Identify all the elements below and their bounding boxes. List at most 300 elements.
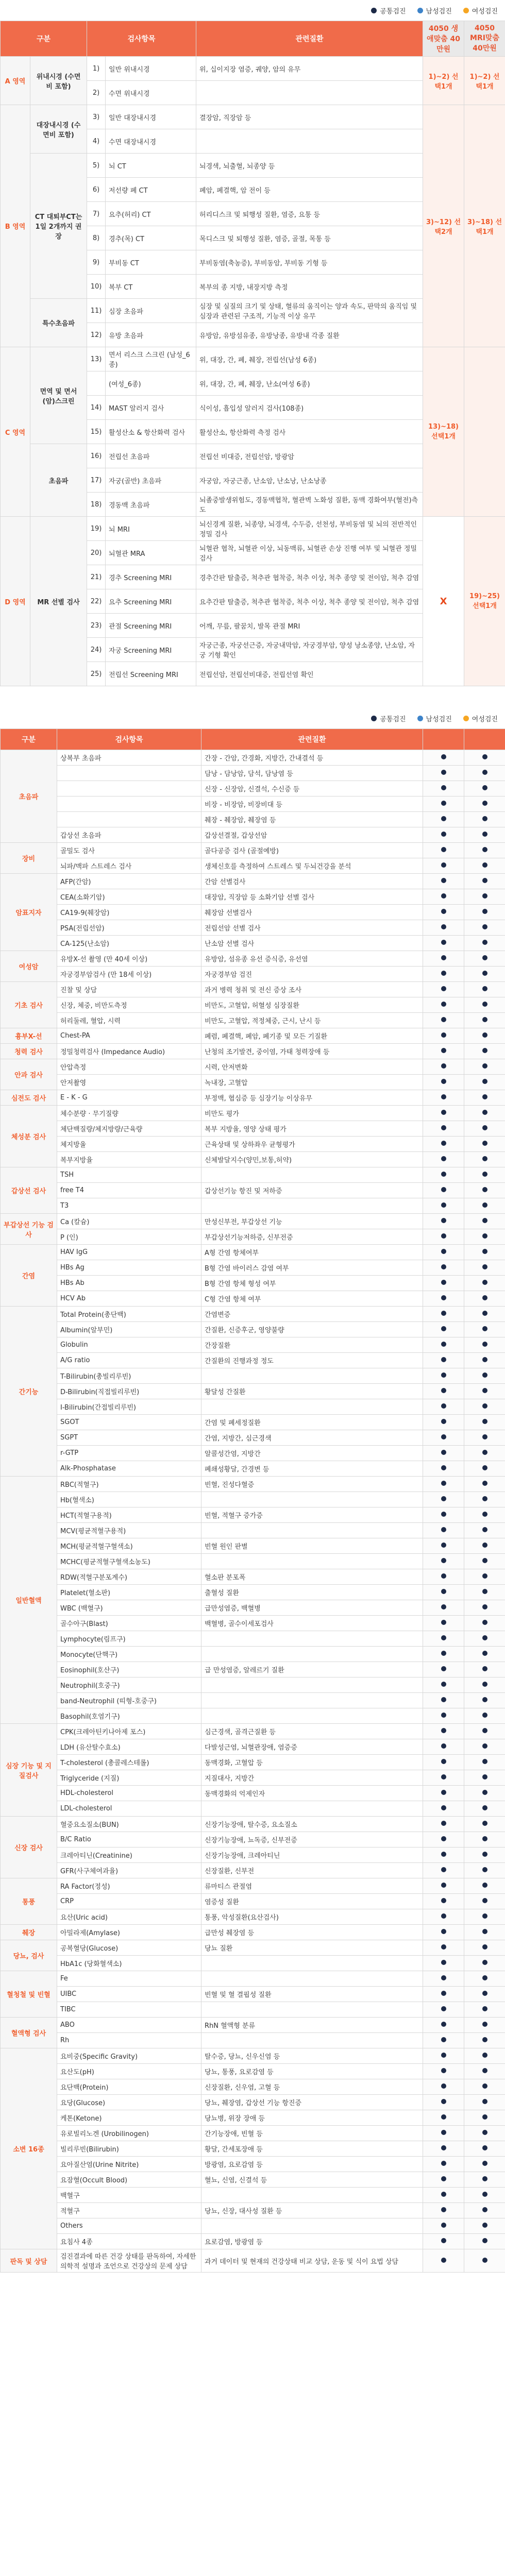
included-mark — [423, 2234, 464, 2249]
subgroup-name: 위내시경 (수면비 포함) — [30, 57, 87, 105]
common-dot-icon — [441, 1604, 446, 1609]
included-mark — [423, 1276, 464, 1291]
included-mark — [423, 1878, 464, 1894]
table-row — [1, 105, 505, 129]
common-dot-icon — [441, 1543, 446, 1548]
item-name: 요아질산염(Urine Nitrite) — [57, 2157, 201, 2172]
common-dot-icon — [482, 1774, 487, 1780]
basic-exam-table — [0, 728, 505, 2273]
item-name: Lymphocyte(림프구) — [57, 1631, 201, 1647]
common-dot-icon — [441, 1326, 446, 1331]
item-name: 검진결과에 따른 건강 상태를 판독하여, 자세한 의학적 설명과 조언으로 건강상의 문제 상담 — [57, 2249, 201, 2273]
table-row — [1, 1569, 505, 1585]
item-disease: 신체발달지수(양민,보통,허약) — [201, 1152, 423, 1167]
item-number: 13) — [87, 347, 106, 371]
table-row — [1, 2172, 505, 2188]
item-number: 18) — [87, 493, 106, 517]
item-disease: 허리디스크 및 퇴행성 질환, 염증, 요통 등 — [196, 202, 423, 226]
included-mark — [423, 1198, 464, 1214]
item-disease: 간염, 지방간, 심근경색 — [201, 1430, 423, 1446]
common-dot-icon — [482, 1543, 487, 1548]
included-mark — [464, 2203, 505, 2218]
table-row — [1, 1075, 505, 1090]
group-name: 혈청철 및 빈혈 — [1, 1971, 57, 2018]
item-disease: 대장암, 직장암 등 소화기암 선별 검사 — [201, 889, 423, 905]
common-dot-icon — [441, 1187, 446, 1192]
item-number: 12) — [87, 323, 106, 347]
included-mark — [423, 1724, 464, 1739]
table-row — [1, 1786, 505, 1801]
common-dot-icon — [482, 2223, 487, 2228]
item-disease: 신장기능장애, 크레아티닌 — [201, 1848, 423, 1863]
included-mark — [464, 1430, 505, 1446]
table-row — [1, 57, 505, 81]
common-dot-icon — [441, 1836, 446, 1841]
item-disease: 복부의 종 지방, 내장지방 측정 — [196, 275, 423, 299]
item-name: r-GTP — [57, 1446, 201, 1461]
included-mark — [423, 1817, 464, 1832]
included-mark — [464, 1925, 505, 1940]
common-dot-icon — [441, 2068, 446, 2073]
included-mark — [464, 951, 505, 967]
table-row — [1, 2218, 505, 2234]
common-dot-icon — [482, 940, 487, 945]
item-disease — [201, 1631, 423, 1647]
included-mark — [423, 1693, 464, 1708]
common-dot-icon — [441, 1048, 446, 1053]
item-name: HCV Ab — [57, 1291, 201, 1307]
included-mark — [423, 1214, 464, 1229]
common-dot-icon — [482, 1929, 487, 1934]
item-disease: 췌장 - 췌장암, 췌장염 등 — [201, 812, 423, 827]
table-row — [1, 1677, 505, 1693]
common-dot-icon — [441, 1032, 446, 1038]
table-row — [1, 1987, 505, 2002]
item-name: 일반 위내시경 — [106, 57, 196, 81]
item-number: 16) — [87, 444, 106, 468]
table-row — [1, 1198, 505, 1214]
table-row — [1, 1307, 505, 1322]
common-dot-icon — [482, 1156, 487, 1161]
included-mark — [464, 967, 505, 982]
common-dot-icon — [482, 1048, 487, 1053]
included-mark — [423, 1291, 464, 1307]
item-name: 자궁 Screening MRI — [106, 638, 196, 662]
included-mark — [423, 1538, 464, 1554]
table-row — [1, 1322, 505, 1337]
common-dot-icon — [441, 924, 446, 929]
included-mark — [464, 1214, 505, 1229]
table-row — [1, 1724, 505, 1739]
item-name: LDH (유산탈수효소) — [57, 1739, 201, 1755]
table-row — [1, 874, 505, 889]
common-dot-icon — [441, 1311, 446, 1316]
common-dot-icon — [482, 1326, 487, 1331]
included-mark — [464, 827, 505, 843]
included-mark — [464, 874, 505, 889]
included-mark — [423, 2064, 464, 2079]
common-dot-icon — [441, 878, 446, 883]
included-mark — [464, 1878, 505, 1894]
included-mark — [423, 2018, 464, 2033]
common-dot-icon — [482, 1697, 487, 1702]
included-mark — [464, 1384, 505, 1399]
included-mark — [464, 1461, 505, 1477]
subgroup-name: MR 선별 검사 — [30, 517, 87, 686]
item-name: TSH — [57, 1167, 201, 1183]
common-dot-icon — [482, 1527, 487, 1532]
common-dot-icon — [482, 2238, 487, 2243]
common-dot-icon — [441, 2192, 446, 2197]
common-dot-icon — [441, 785, 446, 790]
included-mark — [423, 1368, 464, 1384]
included-mark — [423, 1059, 464, 1075]
common-dot-icon — [441, 754, 446, 759]
item-name: HAV IgG — [57, 1245, 201, 1260]
common-dot-icon — [441, 2145, 446, 2150]
included-mark — [464, 2064, 505, 2079]
item-name: 골밀도 검사 — [57, 843, 201, 858]
table-row — [1, 1229, 505, 1245]
item-name: B/C Ratio — [57, 1832, 201, 1848]
included-mark — [423, 936, 464, 951]
item-disease: 간기능장애, 빈혈 등 — [201, 2126, 423, 2141]
table-row — [1, 1940, 505, 1956]
item-name: (여성_6종) — [106, 371, 196, 396]
item-name: 유로빌리노겐 (Urobilinogen) — [57, 2126, 201, 2141]
included-mark — [464, 2234, 505, 2249]
item-disease: 요로감염, 방광염 등 — [201, 2234, 423, 2249]
common-dot-icon — [482, 1450, 487, 1455]
common-dot-icon — [441, 1666, 446, 1671]
item-number: 5) — [87, 154, 106, 178]
table-row — [1, 1245, 505, 1260]
common-dot-icon — [482, 986, 487, 991]
common-dot-icon — [482, 2145, 487, 2150]
item-name: 전립선 초음파 — [106, 444, 196, 468]
table-row — [1, 2095, 505, 2110]
item-name: 수면 위내시경 — [106, 81, 196, 105]
table-row — [1, 1152, 505, 1167]
item-disease: 부정맥, 협심증 등 심장기능 이상유무 — [201, 1090, 423, 1106]
item-name: 요단백(Protein) — [57, 2079, 201, 2095]
included-mark — [464, 1368, 505, 1384]
item-disease: 급 만성염증, 알레르기 질환 — [201, 1662, 423, 1677]
table-row — [1, 1013, 505, 1028]
item-disease — [201, 1708, 423, 1724]
item-disease: 뇌졸중발생위험도, 경동맥협착, 혈관벽 노화성 질환, 동맥 경화여부(혈전)측도 — [196, 493, 423, 517]
item-disease — [201, 1399, 423, 1415]
included-mark — [423, 1260, 464, 1276]
table-row — [1, 827, 505, 843]
group-name: 청력 검사 — [1, 1044, 57, 1059]
item-disease: RhN 혈액형 분류 — [201, 2018, 423, 2033]
table-row — [1, 1492, 505, 1507]
included-mark — [464, 1538, 505, 1554]
header2-plan2 — [464, 729, 505, 750]
table-row — [1, 1848, 505, 1863]
included-mark — [464, 1059, 505, 1075]
included-mark — [464, 1755, 505, 1770]
item-name: CRP — [57, 1894, 201, 1909]
common-dot-icon — [441, 1218, 446, 1223]
common-dot-icon — [482, 1991, 487, 1996]
included-mark — [423, 1229, 464, 1245]
included-mark — [464, 1616, 505, 1631]
item-disease: 뇌경색, 뇌출혈, 뇌종양 등 — [196, 154, 423, 178]
included-mark — [464, 1600, 505, 1616]
included-mark — [464, 905, 505, 920]
table-row — [1, 1523, 505, 1538]
common-dot-icon — [441, 1573, 446, 1579]
item-disease: 류마티스 관절염 — [201, 1878, 423, 1894]
included-mark — [423, 1106, 464, 1121]
included-mark — [464, 1863, 505, 1878]
table-row — [1, 2018, 505, 2033]
header-plan2: 4050 MRI맞춤 40만원 — [464, 21, 505, 57]
common-dot-icon — [441, 1682, 446, 1687]
item-name: 정밀청력검사 (Impedance Audio) — [57, 1044, 201, 1059]
common-dot-icon — [482, 1913, 487, 1919]
included-mark — [423, 1755, 464, 1770]
table-row — [1, 1909, 505, 1925]
item-name: 진찰 및 상담 — [57, 982, 201, 997]
item-disease: 유방암, 섬유종 유선 증식증, 유선염 — [201, 951, 423, 967]
item-name: 자궁(골반) 초음파 — [106, 468, 196, 493]
common-dot-icon — [441, 2083, 446, 2089]
item-name: 갑상선 초음파 — [57, 827, 201, 843]
common-dot-icon — [482, 1202, 487, 1208]
table-row — [1, 1430, 505, 1446]
included-mark — [464, 1569, 505, 1585]
common-dot-icon — [441, 940, 446, 945]
item-name: HCT(적혈구용적) — [57, 1507, 201, 1523]
item-name: 체단백질량/체지방량/근육량 — [57, 1121, 201, 1137]
item-disease: 어깨, 무릎, 팔꿈치, 발목 관절 MRI — [196, 614, 423, 638]
item-disease — [201, 1554, 423, 1569]
common-dot-icon — [441, 1728, 446, 1733]
item-name: 빌리루빈(Bilirubin) — [57, 2141, 201, 2157]
legend-male-2: 남성검진 — [417, 714, 452, 723]
included-mark — [423, 2110, 464, 2126]
table-row — [1, 1384, 505, 1399]
item-number: 22) — [87, 589, 106, 614]
item-disease: 부비동염(축농증), 부비동암, 부비동 기형 등 — [196, 250, 423, 275]
item-disease: 전립선암, 전립선비대증, 전립선염 확인 — [196, 662, 423, 686]
item-name: UIBC — [57, 1987, 201, 2002]
item-number: 20) — [87, 541, 106, 565]
item-disease: 빈혈 원인 판별 — [201, 1538, 423, 1554]
item-disease: 신장질환, 신부전 — [201, 1863, 423, 1878]
included-mark — [423, 1708, 464, 1724]
common-dot-icon — [482, 1218, 487, 1223]
common-dot-icon — [482, 1094, 487, 1099]
group-name: 기초 검사 — [1, 982, 57, 1028]
common-dot-icon — [482, 1883, 487, 1888]
legend-top — [0, 0, 505, 21]
included-mark — [423, 2249, 464, 2273]
item-name: Alk-Phosphatase — [57, 1461, 201, 1477]
included-mark — [423, 781, 464, 796]
included-mark — [464, 1044, 505, 1059]
item-name: MCV(평균적혈구용적) — [57, 1523, 201, 1538]
item-name: Neutrophil(호중구) — [57, 1677, 201, 1693]
subgroup-name: 초음파 — [30, 444, 87, 517]
common-dot-icon — [482, 1589, 487, 1594]
common-dot-icon — [441, 1110, 446, 1115]
item-disease: B형 간염 항체 형성 여부 — [201, 1276, 423, 1291]
common-dot-icon — [441, 847, 446, 852]
included-mark — [423, 1569, 464, 1585]
item-name: 심장 초음파 — [106, 299, 196, 323]
female-dot-icon — [463, 716, 469, 721]
item-number: 6) — [87, 178, 106, 202]
item-disease: 급만성 췌장염 등 — [201, 1925, 423, 1940]
common-dot-icon — [441, 1743, 446, 1749]
item-number: 7) — [87, 202, 106, 226]
item-name: 백혈구 — [57, 2188, 201, 2203]
item-name: 저선량 폐 CT — [106, 178, 196, 202]
common-dot-icon — [482, 2022, 487, 2027]
common-dot-icon — [482, 1635, 487, 1640]
item-number: 4) — [87, 129, 106, 154]
table-row — [1, 1260, 505, 1276]
common-dot-icon — [441, 2022, 446, 2027]
common-dot-icon — [441, 1651, 446, 1656]
item-name: GFR(사구체여과율) — [57, 1863, 201, 1878]
included-mark — [464, 1137, 505, 1152]
item-disease: 자궁암, 자궁근종, 난소암, 난소낭, 난소낭종 — [196, 468, 423, 493]
common-dot-icon — [482, 2130, 487, 2135]
included-mark — [464, 1075, 505, 1090]
item-name: 허리둘레, 혈압, 시력 — [57, 1013, 201, 1028]
group-name: B 영역 — [1, 105, 30, 347]
item-name: A/G ratio — [57, 1353, 201, 1368]
group-name: C 영역 — [1, 347, 30, 517]
common-dot-icon — [482, 1713, 487, 1718]
item-name: CA-125(난소암) — [57, 936, 201, 951]
common-dot-icon — [441, 832, 446, 837]
common-dot-icon — [441, 1156, 446, 1161]
common-dot-icon — [371, 716, 377, 721]
included-mark — [464, 2018, 505, 2033]
included-mark — [423, 1786, 464, 1801]
item-disease: 비만도, 고혈압, 허혈성 심장질환 — [201, 997, 423, 1013]
item-name: Hb(혈색소) — [57, 1492, 201, 1507]
included-mark — [423, 2095, 464, 2110]
included-mark — [423, 889, 464, 905]
table-row — [1, 1461, 505, 1477]
item-name: 체수분량 · 무기질량 — [57, 1106, 201, 1121]
table-row — [1, 936, 505, 951]
group-name: 여성암 — [1, 951, 57, 982]
common-dot-icon — [441, 2258, 446, 2263]
included-mark — [423, 2002, 464, 2018]
included-mark — [423, 1090, 464, 1106]
common-dot-icon — [482, 2006, 487, 2011]
item-name: P (인) — [57, 1229, 201, 1245]
item-disease — [201, 1956, 423, 1971]
legend-female: 여성검진 — [463, 6, 498, 15]
included-mark — [464, 1415, 505, 1430]
common-dot-icon — [482, 909, 487, 914]
item-disease: 빈혈, 적혈구 증가증 — [201, 1507, 423, 1523]
common-dot-icon — [441, 1852, 446, 1857]
included-mark — [464, 2249, 505, 2273]
table-row — [1, 1276, 505, 1291]
table-row — [1, 1817, 505, 1832]
included-mark — [423, 1322, 464, 1337]
group-name: 장비 — [1, 843, 57, 874]
item-name: Monocyte(단핵구) — [57, 1647, 201, 1662]
common-dot-icon — [441, 1094, 446, 1099]
included-mark — [464, 920, 505, 936]
item-name: 골수아구(Blast) — [57, 1616, 201, 1631]
included-mark — [423, 1987, 464, 2002]
plan2-selection: 1)~2) 선택1개 — [464, 57, 505, 105]
item-disease — [201, 1167, 423, 1183]
item-name — [57, 766, 201, 781]
item-disease: 심장 및 실질의 크기 및 상태, 혈류의 움직이는 양과 속도, 판막의 움직임 및 심장과 관련된 구조적, 기능적 이상 유무 — [196, 299, 423, 323]
item-disease: 폐쇄성황달, 간경변 등 — [201, 1461, 423, 1477]
included-mark — [423, 1137, 464, 1152]
item-name: Chest-PA — [57, 1028, 201, 1044]
item-name: CEA(소화기암) — [57, 889, 201, 905]
item-name: 안저촬영 — [57, 1075, 201, 1090]
item-name: SGOT — [57, 1415, 201, 1430]
included-mark — [464, 2110, 505, 2126]
item-disease: 비장 - 비장암, 비장비대 등 — [201, 796, 423, 812]
table-row — [1, 967, 505, 982]
table-row — [1, 1415, 505, 1430]
included-mark — [423, 905, 464, 920]
included-mark — [464, 1337, 505, 1353]
table-row — [1, 905, 505, 920]
item-disease — [201, 1368, 423, 1384]
common-dot-icon — [441, 1759, 446, 1764]
common-dot-icon — [482, 1743, 487, 1749]
group-name: 일반혈액 — [1, 1477, 57, 1724]
included-mark — [423, 1801, 464, 1817]
common-dot-icon — [441, 2161, 446, 2166]
table-row — [1, 1353, 505, 1368]
common-dot-icon — [482, 1805, 487, 1810]
table-row — [1, 1106, 505, 1121]
included-mark — [464, 1183, 505, 1198]
common-dot-icon — [441, 1805, 446, 1810]
item-name: Albumin(알부민) — [57, 1322, 201, 1337]
group-name: 갑상선 검사 — [1, 1167, 57, 1214]
item-number: 1) — [87, 57, 106, 81]
table-row — [1, 2141, 505, 2157]
common-dot-icon — [482, 1388, 487, 1393]
common-dot-icon — [482, 1372, 487, 1378]
included-mark — [464, 2188, 505, 2203]
included-mark — [423, 1677, 464, 1693]
male-dot-icon — [417, 8, 423, 13]
included-mark — [423, 843, 464, 858]
item-name: Ca (칼슘) — [57, 1214, 201, 1229]
plan2-selection — [464, 347, 505, 517]
common-dot-icon — [482, 1434, 487, 1439]
included-mark — [423, 2157, 464, 2172]
common-dot-icon — [482, 924, 487, 929]
item-disease: 과거 데이터 및 현재의 건강상태 비교 상담, 운동 및 식이 요법 상담 — [201, 2249, 423, 2273]
item-disease — [201, 1647, 423, 1662]
item-disease: 동맥경화의 억제인자 — [201, 1786, 423, 1801]
included-mark — [464, 1770, 505, 1786]
included-mark — [423, 1971, 464, 1987]
